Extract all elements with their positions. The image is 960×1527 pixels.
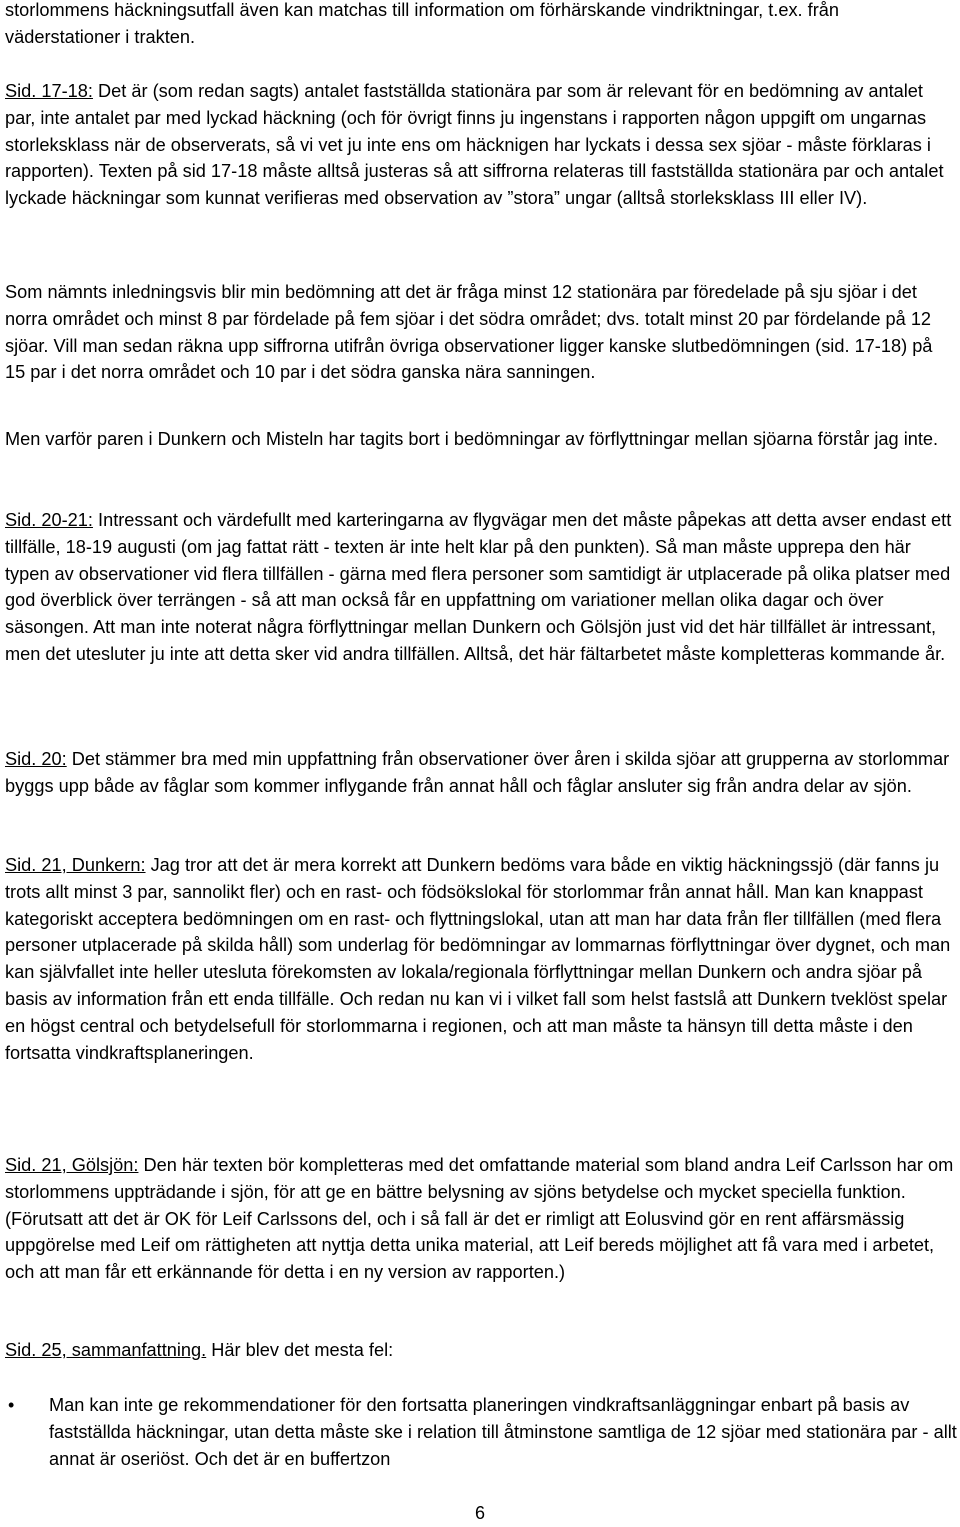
- bullet-icon: •: [8, 1395, 15, 1415]
- paragraph-text: Det stämmer bra med min uppfattning från observationer över åren i skilda sjöar att grupperna av storlommar byggs upp både av fåglar som kommer inflygande från annat håll och fåglar ansluter sig från andra delar av sjön.: [5, 749, 950, 796]
- paragraph-sid-20: [5, 746, 957, 800]
- paragraph-sid-20-21: [5, 507, 957, 668]
- section-reference: Sid. 21, Gölsjön:: [5, 1155, 139, 1175]
- paragraph-text: Den här texten bör kompletteras med det omfattande material som bland andra Leif Carlsson har om storlommens uppträdande i sjön, för att ge en bättre belysning av sjöns betydelse och mycket speciella funktion. (Förutsatt att det är OK för Leif Carlssons del, och i så fall är det er rimligt att Eolusvind gör en rent affärsmässig uppgörelse med Leif om rättigheten att nyttja detta unika material, att Leif bereds möjlighet att få vara med i arbetet, och att man får ett erkännande för detta i en ny version av rapporten.): [5, 1155, 954, 1283]
- page-number: 6: [474, 1503, 485, 1523]
- paragraph-continuation: [5, 0, 957, 51]
- paragraph-text: storlommens häckningsutfall även kan matchas till information om förhärskande vindriktningar, t.ex. från väderstationer i trakten.: [5, 0, 839, 47]
- section-reference: Sid. 25, sammanfattning.: [5, 1340, 207, 1360]
- bullet-text: Man kan inte ge rekommendationer för den fortsatta planeringen vindkraftsanläggningar enbart på basis av fastställda häckningar, utan detta måste ske i relation till åtminstone samtliga de 12 sjöar med stationära par - allt annat är oseriöst. Och det är en buffertzon: [49, 1395, 957, 1469]
- paragraph-text: Det är (som redan sagts) antalet fastställda stationära par som är relevant för en bedömning av antalet par, inte antalet par med lyckad häckning (och för övrigt finns ju ingenstans i rapporten någon uppgift om ungarnas storleksklass när de observerats, så vi vet ju inte ens om häcknigen har lyckats i dessa sex sjöar - måste förklaras i rapporten). Texten på sid 17-18 måste alltså justeras så att siffrorna relateras till fastställda stationära par och antalet lyckade häckningar som kunnat verifieras med observation av ”stora” ungar (alltså storleksklass III eller IV).: [5, 81, 944, 209]
- paragraph-sid-17-18: [5, 78, 957, 212]
- paragraph-sid-21-dunkern: [5, 852, 957, 1066]
- paragraph-sid-21-golsjon: [5, 1152, 957, 1286]
- section-reference: Sid. 17-18:: [5, 81, 93, 101]
- paragraph-text: Men varför paren i Dunkern och Misteln har tagits bort i bedömningar av förflyttningar mellan sjöarna förstår jag inte.: [5, 429, 939, 449]
- paragraph-dunkern-misteln: [5, 426, 957, 453]
- section-reference: Sid. 20:: [5, 749, 67, 769]
- paragraph-text: Intressant och värdefullt med karteringarna av flygvägar men det måste påpekas att detta avser endast ett tillfälle, 18-19 augusti (om jag fattat rätt - texten är inte helt klar på den punkten). Så man måste upprepa den här typen av observationer vid flera tillfällen - gärna med flera personer som samtidigt är utplacerade på olika platser med god överblick över terrängen - så att man också får en uppfattning om variationer mellan olika dagar och över säsongen. Att man inte noterat några förflyttningar mellan Dunkern och Gölsjön just vid det här tillfället är intressant, men det utesluter ju inte att detta sker vid andra tillfällen. Alltså, det här fältarbetet måste kompletteras kommande år.: [5, 510, 952, 664]
- section-reference: Sid. 20-21:: [5, 510, 93, 530]
- paragraph-text: Här blev det mesta fel:: [206, 1340, 394, 1360]
- paragraph-assessment: [5, 279, 957, 386]
- paragraph-text: Jag tror att det är mera korrekt att Dunkern bedöms vara både en viktig häckningssjö (där fanns ju trots allt minst 3 par, sannolikt fler) och en rast- och födsökslokal för storlommar från annat håll. Man kan knappast kategoriskt acceptera bedömningen om en rast- och flyttningslokal, utan att man har data från fler tillfällen (med flera personer utplacerade på skilda håll) som underlag för bedömningar av lommarnas förflyttningar över dygnet, och man kan självfallet inte heller utesluta förekomsten av lokala/regionala förflyttningar mellan Dunkern och andra sjöar på basis av information från ett enda tillfälle. Och redan nu kan vi i vilket fall som helst fastslå att Dunkern tveklöst spelar en högst central och betydelsefull för storlommarna i regionen, och att man måste ta hänsyn till detta måste i den fortsatta vindkraftsplaneringen.: [5, 855, 951, 1063]
- section-reference: Sid. 21, Dunkern:: [5, 855, 146, 875]
- paragraph-text: Som nämnts inledningsvis blir min bedömning att det är fråga minst 12 stationära par föredelade på sju sjöar i det norra området och minst 8 par fördelade på fem sjöar i det södra området; dvs. totalt minst 20 par fördelande på 12 sjöar. Vill man sedan räkna upp siffrorna utifrån övriga observationer ligger kanske slutbedömningen (sid. 17-18) på 15 par i det norra området och 10 par i det södra ganska nära sanningen.: [5, 282, 933, 383]
- paragraph-sid-25: [5, 1337, 957, 1364]
